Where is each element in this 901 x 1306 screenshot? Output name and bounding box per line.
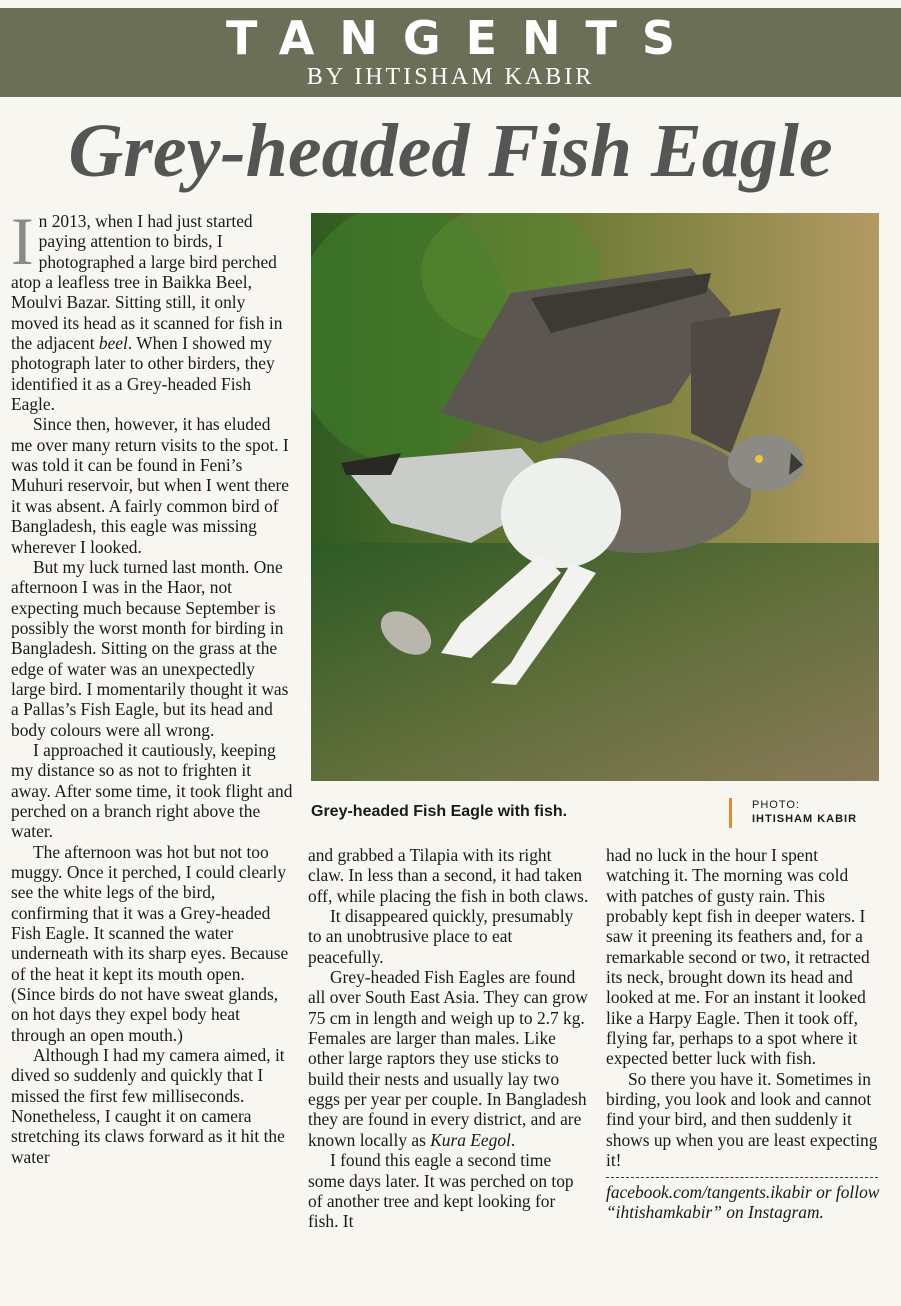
paragraph-6-continued: and grabbed a Tilapia with its right claw. In less than a second, it had taken off, while placing the fish in both claws. [308, 845, 589, 906]
photo-caption: Grey-headed Fish Eagle with fish. [311, 803, 568, 820]
eagle-photo-illustration [311, 213, 879, 781]
paragraph-2: Since then, however, it has eluded me over many return visits to the spot. I was told it can be found in Feni’s Muhuri reservoir, but when I went there it was absent. A fairly common bird of Bangladesh, this eagle was missing wherever I looked. [11, 414, 289, 557]
article-column-1 [11, 203, 293, 1167]
article-column-3 [606, 845, 880, 1222]
paragraph-7: It disappeared quickly, presumably to an unobtrusive place to eat peacefully. [308, 906, 574, 967]
paragraph-6: Although I had my camera aimed, it dived so suddenly and quickly that I missed the first few milliseconds. Nonetheless, I caught it on camera stretching its claws forward as it hit the water [11, 1045, 285, 1167]
paragraph-3: But my luck turned last month. One afternoon I was in the Haor, not expecting much because September is possibly the worst month for birding in Bangladesh. Sitting on the grass at the edge of water was an unexpectedly large bird. I momentarily thought it was a Pallas’s Fish Eagle, but its head and body colours were all wrong. [11, 556, 289, 740]
column-byline: BY IHTISHAM KABIR [306, 64, 595, 90]
social-footer: facebook.com/tangents.ikabir or follow “ihtishamkabir” on Instagram. [606, 1181, 880, 1222]
drop-cap: I [11, 203, 34, 279]
photo-credit-label: PHOTO: [752, 799, 800, 811]
column-banner [0, 8, 901, 97]
paragraph-9: I found this eagle a second time some days later. It was perched on top of another tree and kept looking for fish. It [308, 1150, 574, 1232]
column-title: TANGENTS [225, 11, 701, 65]
paragraph-5: The afternoon was hot but not too muggy. Once it perched, I could clearly see the white legs of the bird, confirming that it was a Grey-headed Fish Eagle. It scanned the water underneath with its sharp eyes. Because of the heat it kept its mouth open. (Since birds do not have sweat glands, on hot days they expel body heat through an open mouth.) [11, 841, 289, 1045]
paragraph-1: In 2013, when I had just started paying attention to birds, I photographed a large bird perched atop a leafless tree in Baikka Beel, Moulvi Bazar. Sitting still, it only moved its head as it scanned for fish in the adjacent beel. When I showed my photograph later to other birders, they identified it as a Grey-headed Fish Eagle. [11, 203, 283, 415]
article-column-2 [308, 845, 590, 1232]
paragraph-10: So there you have it. Sometimes in birding, you look and look and cannot find your bird, and then suddenly it shows up when you are least expecting it! [606, 1068, 878, 1171]
paragraph-9-continued: had no luck in the hour I spent watching it. The morning was cold with patches of gusty rain. This probably kept fish in deeper waters. I saw it preening its feathers and, for a remarkable second or two, it retracted its neck, brought down its head and looked at me. For an instant it looked like a Harpy Eagle. Then it took off, flying far, perhaps to a spot where it expected better luck with fish. [606, 845, 870, 1069]
footer-divider [606, 1177, 878, 1178]
paragraph-4: I approached it cautiously, keeping my distance so as not to frighten it away. After some time, it took flight and perched on a branch right above the water. [11, 739, 293, 842]
eagle-photo [311, 213, 879, 781]
photo-credit [729, 798, 857, 828]
paragraph-8: Grey-headed Fish Eagles are found all over South East Asia. They can grow 75 cm in length and weigh up to 2.7 kg. Females are larger than males. Like other large raptors they use sticks to build their nests and usually lay two eggs per year per couple. In Bangladesh they are found in every district, and are known locally as Kura Eegol. [308, 967, 588, 1150]
photo-credit-name: IHTISHAM KABIR [752, 813, 858, 825]
article-headline: Grey-headed Fish Eagle [68, 109, 833, 193]
